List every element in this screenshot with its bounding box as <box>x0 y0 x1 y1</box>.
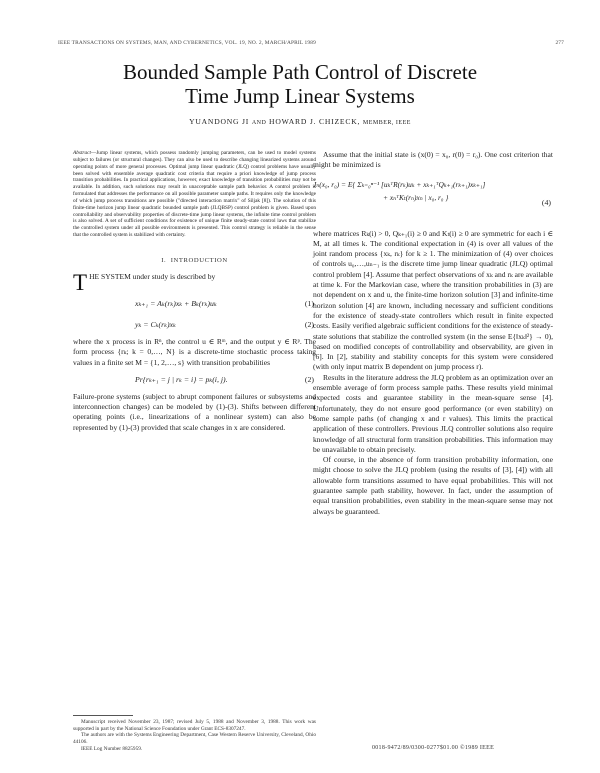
title-line-2: Time Jump Linear Systems <box>185 84 415 108</box>
author-conjunction: AND <box>251 120 267 126</box>
abstract-label: Abstract <box>73 150 91 156</box>
equation-1-expr: xₖ₊₁ = Aₖ(rₖ)xₖ + Bₖ(rₖ)uₖ <box>135 298 217 308</box>
equation-4 <box>313 176 553 226</box>
equation-3-expr: Pr{rₖ₊₁ = j | rₖ = i} = pₖ(i, j). <box>135 374 228 384</box>
equation-3-number: (2) <box>304 374 314 384</box>
equation-4-expr <box>313 178 528 204</box>
right-column <box>313 150 553 517</box>
equation-2 <box>73 318 316 334</box>
section-number: I. <box>161 256 167 264</box>
equation-4-line-1: Jₙ(x₀, r₀) = E{ Σₖ₌₀ⁿ⁻¹ [uₖᵀR(rₖ)uₖ + xₖ₊₁ᵀQₖ₊₁(rₖ₊₁)xₖ₊₁] <box>313 179 486 189</box>
equation-1 <box>73 297 316 313</box>
author-1: YUANDONG JI <box>189 117 250 126</box>
equation-4-line-2: + xₙᵀKₜ(rₙ)xₙ | x₀, r₀ } <box>383 192 449 202</box>
section-title: INTRODUCTION <box>170 256 228 264</box>
footnote-affiliation: The authors are with the Systems Engineering Department, Case Western Reserve University, Cleveland, Ohio 44106. <box>73 732 316 746</box>
abstract-text: —Jump linear systems, which possess randomly jumping parameters, can be used to model systems subject to failures (or structural changes). They can also be used to describe changing linearized systems around operating points of more general processes. Optimal jump linear quadratic (JLQ) control problems have usually been solved with ensemble average quadratic cost criteria that require a priori knowledge of jump process transition probabilities. In practical applications, however, exact knowledge of transition probabilities may not be available. In addition, such solutions may result in unacceptable sample path behavior. A control problem is formulated that addresses the performance on all possible parameter sample paths. It requires only the knowledge of which jump process transitions are possible ("directed interaction matrix" of Siljak [8]). The solution of this finite-time horizon jump linear quadratic bounded sample path (JLQBSP) control problem is given. Based upon controllability and observability properties of discrete-time jump linear systems, the infinite time control problem is also solved. A set of sufficient conditions for existence of unique finite steady-state control laws that stabilize the controlled system under all possible environments is presented. This control strategy is reliable in the sense that the controlled system is stabilized with certainty. <box>73 150 316 239</box>
footnote-log-number: IEEE Log Number 8825959. <box>81 745 143 752</box>
right-paragraph-4: Of course, in the absence of form transition probability information, one might choose to solve the JLQ problem (using the results of [3], [4]) with all allowable form transitions assumed to have equal probabilities. This will not guarantee sample path stability, however. In fact, under the assumption of equal transition probabilities, even stability in the mean-square sense may not always be guaranteed. <box>313 455 553 516</box>
footnote-rule <box>73 715 133 716</box>
equation-3 <box>73 373 316 389</box>
title-line-1: Bounded Sample Path Control of Discrete <box>122 60 478 84</box>
right-body <box>313 150 553 517</box>
equation-2-expr: yₖ = Cₖ(rₖ)xₖ <box>135 319 176 329</box>
intro-paragraph-1 <box>73 269 316 295</box>
author-line <box>0 117 600 126</box>
page-number: 277 <box>555 40 564 46</box>
left-column <box>73 150 316 433</box>
journal-header: IEEE TRANSACTIONS ON SYSTEMS, MAN, AND CYBERNETICS, VOL. 19, NO. 2, MARCH/APRIL 1989 <box>58 40 316 46</box>
footnotes <box>73 715 316 753</box>
right-paragraph-2: where matrices Rₖ(i) > 0, Qₖ₊₁(i) ≥ 0 and Kₜ(i) ≥ 0 are symmetric for each i ∈ M, at all times k. The conditional expectation in (4) is over all values of the joint random process {xₖ, rₖ} for k ≥ 1. The minimization of (4) over choices of controls u₀,…,uₙ₋₁ is the discrete time jump linear quadratic (JLQ) optimal control problem [4]. Assume that perfect observations of xₖ and rₖ are available at time k. For the Markovian case, where the transition probabilities in (3) are not dependent on x and u, the finite-time horizon solution [3] and infinite-time horizon solution [4] are known, including necessary and sufficient conditions for the existence of steady-state controllers which result in finite expected costs. Easily verified algebraic sufficient conditions for the existence of steady-state solutions that stabilize the controlled system (in the sense E{‖xₖ‖²} → 0), based on modified concepts of controllability and observability, are given in [6]. In [2], stability and stability concepts for this system were considered (with only input matrix B dependent on jump process r). <box>313 228 553 372</box>
abstract <box>73 150 316 239</box>
doi-line: 0018-9472/89/0300-0277$01.00 ©1989 IEEE <box>371 745 495 751</box>
paper-title <box>0 60 600 108</box>
equation-4-number: (4) <box>541 197 551 207</box>
running-header <box>58 40 564 50</box>
intro-body <box>73 269 316 433</box>
right-paragraph-3: Results in the literature address the JLQ problem as an optimization over an ensemble average of form process sample paths. These results yield minimal expected costs and guarantee stability in the mean-square sense [4]. Unfortunately, they do not ensure good performance (or even stability) on some sample paths (of changing x and r values). This limits the practical application of these controllers. Previous JLQ controller solutions also require knowledge of all structural form transition probabilities. This information may be unavailable to obtain precisely. <box>313 372 553 454</box>
right-paragraph-1: Assume that the initial state is (x(0) = x₀, r(0) = r₀). One cost criterion that might be minimized is <box>313 150 553 170</box>
equation-1-number: (1) <box>304 298 314 308</box>
equation-2-number: (2) <box>304 319 314 329</box>
intro-paragraph-3: Failure-prone systems (subject to abrupt component failures or subsystems and interconnection changes) can be modeled by (1)-(3). Shifts between different operating points (i.e., linearizations of a nonlinear system) can also be represented by (1)-(3) provided that scale changes in x are considered. <box>73 391 316 432</box>
author-membership: MEMBER, IEEE <box>362 120 411 126</box>
intro-p1-text: HE SYSTEM under study is described by <box>89 271 216 281</box>
section-heading <box>73 257 316 264</box>
drop-cap: T <box>73 269 88 295</box>
footnote-manuscript: Manuscript received November 23, 1987; revised July 5, 1988 and November 3, 1988. This work was supported in part by the National Science Foundation under Grant ECS-8307247. <box>73 719 316 732</box>
intro-paragraph-2: where the x process is in Rⁿ, the control u ∈ Rᵐ, and the output y ∈ Rᵖ. The form process {rₖ; k = 0,…, N} is a discrete-time stochastic process taking values in a finite set M = {1, 2,…, s} with transition probabilities <box>73 336 316 367</box>
author-2: HOWARD J. CHIZECK, <box>269 117 361 126</box>
